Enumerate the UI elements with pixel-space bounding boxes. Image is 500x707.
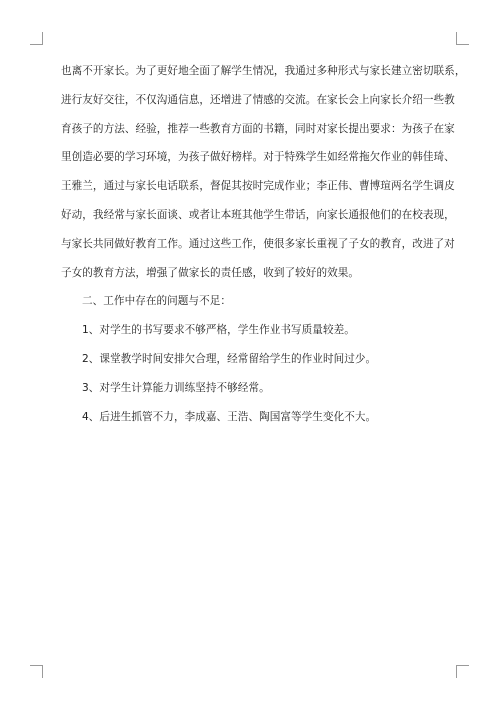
paragraph-line: 王雅兰，通过与家长电话联系，督促其按时完成作业；李正伟、曹博瑄两名学生调皮	[61, 180, 455, 193]
list-item: 4、后进生抓管不力，李成嘉、王浩、陶国富等学生变化不大。	[82, 410, 377, 423]
paragraph-line: 也离不开家长。为了更好地全面了解学生情况，我通过多种形式与家长建立密切联系，	[61, 65, 466, 77]
crop-mark-bottom-right	[456, 665, 469, 678]
crop-mark-top-left	[30, 32, 43, 45]
list-item: 2、课堂教学时间安排欠合理，经常留给学生的作业时间过少。	[82, 352, 377, 365]
list-item: 1、对学生的书写要求不够严格，学生作业书写质量较差。	[82, 324, 355, 337]
list-item: 3、对学生计算能力训练坚持不够经常。	[82, 381, 270, 394]
crop-mark-bottom-left	[30, 665, 43, 678]
paragraph-line: 里创造必要的学习环境，为孩子做好榜样。对于特殊学生如经常拖欠作业的韩佳琦、	[61, 151, 455, 164]
paragraph-line: 好动，我经常与家长面谈、或者让本班其他学生带话，向家长通报他们的在校表现，	[61, 208, 455, 221]
paragraph-line: 育孩子的方法、经验，推荐一些教育方面的书籍，同时对家长提出要求：为孩子在家	[61, 122, 455, 135]
section-heading: 二、工作中存在的问题与不足：	[82, 295, 232, 308]
paragraph-line: 与家长共同做好教育工作。通过这些工作，使很多家长重视了子女的教育，改进了对	[61, 237, 455, 250]
paragraph-line: 子女的教育方法，增强了做家长的责任感，收到了较好的效果。	[61, 266, 360, 279]
paragraph-line: 进行友好交往，不仅沟通信息，还增进了情感的交流。在家长会上向家长介绍一些教	[61, 93, 455, 106]
document-body	[61, 64, 466, 438]
crop-mark-top-right	[456, 32, 469, 45]
